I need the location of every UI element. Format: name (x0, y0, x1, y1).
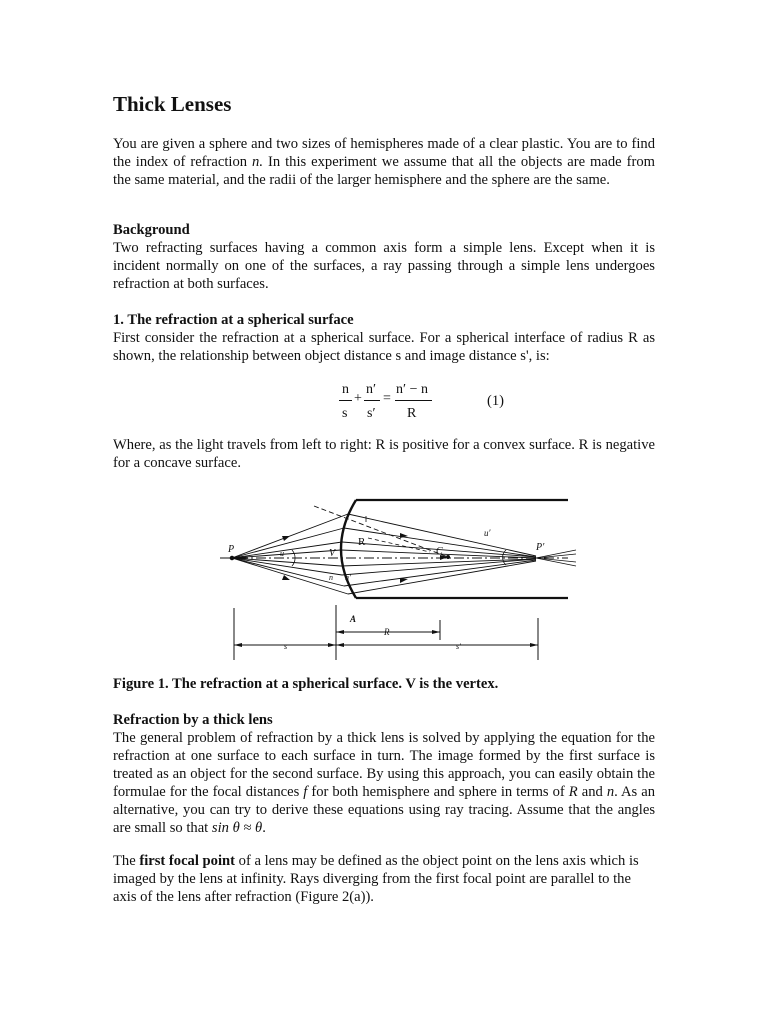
focal-point-paragraph (113, 852, 655, 906)
eq-numerator: n′ − n (396, 382, 428, 397)
figure-label-C: C (436, 546, 443, 557)
thick-lens-paragraph (113, 729, 655, 837)
thick-lens-text-1: The general problem of refraction by a thick lens is solved by applying the equation for the refraction at one surface to each surface in turn. The image formed by the first surface is treated as an object for the second surface. By using this approach, you can easily obtain the formulae for the focal distances (113, 730, 655, 800)
figure-label-s: s (284, 642, 288, 651)
figure-1-caption: Figure 1. The refraction at a spherical surface. V is the vertex. (113, 676, 499, 692)
figure-convex-surface (341, 500, 356, 598)
focal-bold-term: first focal point (139, 853, 236, 869)
eq-n-prime: n′ (366, 382, 377, 397)
eq-s-prime: s′ (367, 406, 376, 421)
intro-text-2: In this experiment we assume that all the objects are made from the same material, and the radii of the larger hemisphere and the sphere are the same. (113, 154, 655, 188)
equation-1 (338, 380, 448, 426)
eq-fraction-bar-2 (364, 400, 380, 401)
where-paragraph: Where, as the light travels from left to right: R is positive for a convex surface. R is negative for a concave surface. (113, 437, 655, 471)
figure-point-P (230, 556, 234, 560)
intro-n-symbol: n. (252, 154, 263, 170)
figure-label-n: n (329, 573, 333, 582)
intro-text-1: You are given a sphere and two sizes of hemispheres made of a clear plastic. You are to find the index of refraction (113, 136, 655, 170)
figure-label-u: u (280, 549, 284, 558)
figure-label-P-prime: P′ (536, 542, 545, 553)
eq-R: R (407, 406, 417, 421)
figure-point-C (447, 556, 450, 559)
page-title: Thick Lenses (113, 92, 232, 116)
figure-label-n-prime: n′ (345, 573, 351, 582)
figure-label-A: A (350, 614, 357, 624)
section1-paragraph: First consider the refraction at a spherical surface. For a spherical interface of radius R as shown, the relationship between object distance s and image distance s', is: (113, 330, 655, 364)
figure-label-P: P (228, 544, 235, 555)
figure-label-V: V (329, 548, 336, 559)
focal-text-the: The (113, 853, 140, 869)
background-heading: Background (113, 222, 190, 238)
figure-label-u-prime: u′ (484, 528, 491, 538)
eq-fraction-bar-1 (339, 400, 352, 401)
thick-lens-text-3: . As an alternative, you can try to derive these equations using ray tracing. Assume that the angles are small so that (113, 784, 655, 836)
eq-equals: = (383, 391, 391, 406)
figure-label-R-dim: R (384, 627, 390, 637)
section1-heading: 1. The refraction at a spherical surface (113, 312, 354, 328)
eq-s: s (342, 406, 348, 421)
small-angle-approx: sin θ ≈ θ (211, 820, 263, 836)
figure-1-diagram (218, 490, 578, 665)
eq-n: n (342, 382, 349, 397)
thick-lens-and: and (577, 784, 607, 800)
eq-fraction-bar-3 (395, 400, 432, 401)
f-symbol: f (303, 784, 308, 800)
n-symbol: n (606, 784, 615, 800)
thick-lens-heading: Refraction by a thick lens (113, 712, 273, 728)
figure-label-s-prime: s′ (456, 642, 461, 651)
thick-lens-end: . (262, 820, 266, 836)
background-paragraph: Two refracting surfaces having a common axis form a simple lens. Except when it is incident normally on one of the surfaces, a ray passing through a simple lens undergoes refraction at both surfaces. (113, 240, 655, 292)
figure-label-R-top: R (358, 536, 366, 548)
eq-plus: + (354, 391, 362, 406)
focal-text-rest: of a lens may be defined as the object point on the lens axis which is imaged by the lens at infinity. Rays diverging from the first focal point are parallel to the axis of the lens after refraction (Figure 2(a)). (113, 853, 639, 905)
intro-paragraph (113, 135, 655, 189)
equation-number: (1) (487, 393, 505, 409)
R-symbol: R (568, 784, 578, 800)
thick-lens-text-2: for both hemisphere and sphere in terms of (307, 784, 569, 800)
